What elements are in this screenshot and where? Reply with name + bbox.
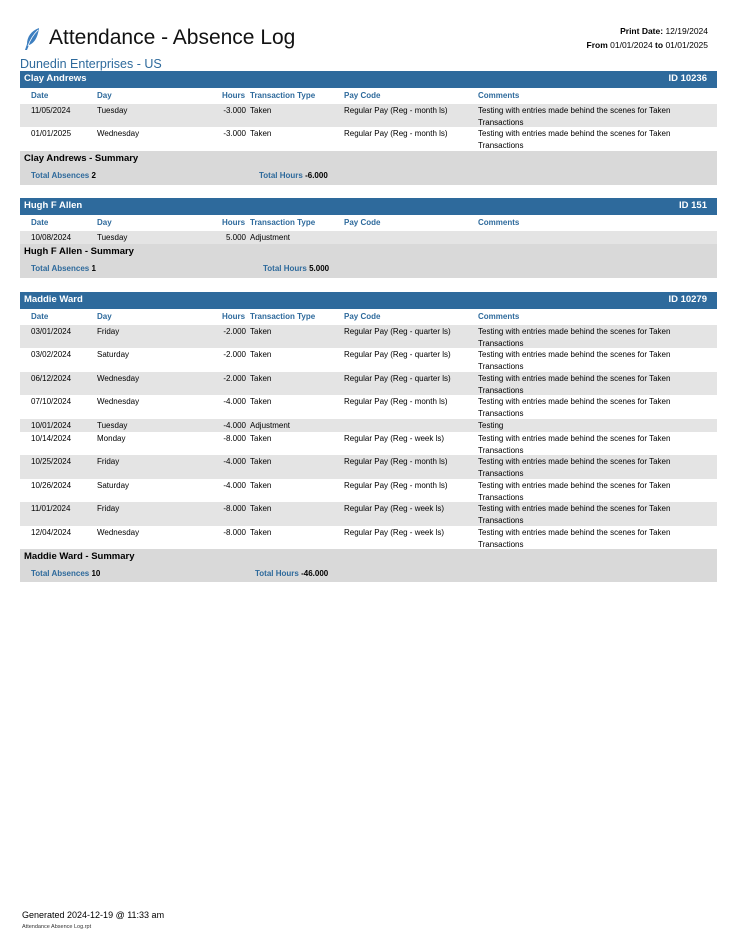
- row-pay-code: Regular Pay (Reg - week ls): [344, 528, 445, 537]
- summary-title: Hugh F Allen - Summary: [24, 246, 134, 257]
- row-day: Wednesday: [97, 129, 140, 138]
- row-pay-code: Regular Pay (Reg - month ls): [344, 106, 448, 115]
- row-hours: -3.000: [223, 106, 246, 115]
- from-date: 01/01/2024: [610, 40, 653, 50]
- table-row: [20, 104, 717, 127]
- row-hours: -4.000: [223, 481, 246, 490]
- row-pay-code: Regular Pay (Reg - quarter ls): [344, 350, 451, 359]
- row-day: Wednesday: [97, 397, 140, 406]
- summary-title: Maddie Ward - Summary: [24, 551, 135, 562]
- employee-summary: [20, 244, 717, 278]
- total-absences-label: Total Absences: [31, 569, 90, 578]
- row-hours: -8.000: [223, 528, 246, 537]
- row-pay-code: Regular Pay (Reg - quarter ls): [344, 327, 451, 336]
- row-hours: 5.000: [225, 233, 246, 242]
- col-date-header: Date: [31, 91, 49, 100]
- employee-name: Hugh F Allen: [24, 200, 83, 211]
- total-hours: [259, 171, 328, 180]
- row-transaction-type: Taken: [250, 481, 272, 490]
- employee-summary: [20, 549, 717, 582]
- row-comment: Testing with entries made behind the scenes for Taken Transactions: [478, 397, 671, 418]
- report-file-name: Attendance Absence Log.rpt: [22, 924, 92, 930]
- employee-header: [20, 198, 717, 215]
- to-date: 01/01/2025: [665, 40, 708, 50]
- row-day: Tuesday: [97, 106, 128, 115]
- row-date: 11/05/2024: [31, 106, 71, 115]
- employee-header: [20, 292, 717, 309]
- row-day: Wednesday: [97, 374, 140, 383]
- employee-id: ID 10236: [668, 73, 707, 84]
- print-date: 12/19/2024: [665, 26, 708, 36]
- row-transaction-type: Taken: [250, 457, 272, 466]
- row-day: Friday: [97, 504, 120, 513]
- row-comment: Testing with entries made behind the scenes for Taken Transactions: [478, 327, 671, 348]
- company-name: Dunedin Enterprises - US: [20, 57, 162, 71]
- table-row: [20, 372, 717, 395]
- report-title: Attendance - Absence Log: [49, 26, 296, 49]
- table-row: [20, 348, 717, 372]
- table-row: [20, 455, 717, 479]
- print-date-label: Print Date:: [620, 26, 664, 36]
- col-comments-header: Comments: [478, 312, 520, 321]
- to-label: to: [655, 40, 664, 50]
- total-absences: [31, 171, 96, 180]
- row-pay-code: Regular Pay (Reg - week ls): [344, 434, 445, 443]
- row-comment: Testing with entries made behind the scenes for Taken Transactions: [478, 481, 671, 502]
- col-hours-header: Hours: [222, 312, 246, 321]
- employee-summary: [20, 151, 717, 185]
- row-transaction-type: Taken: [250, 350, 272, 359]
- total-absences: [31, 569, 100, 578]
- row-hours: -2.000: [223, 374, 246, 383]
- table-row: [20, 432, 717, 455]
- col-paycode-header: Pay Code: [344, 218, 381, 227]
- col-type-header: Transaction Type: [250, 91, 316, 100]
- row-pay-code: Regular Pay (Reg - month ls): [344, 129, 448, 138]
- total-absences-label: Total Absences: [31, 171, 90, 180]
- row-pay-code: Regular Pay (Reg - quarter ls): [344, 374, 451, 383]
- row-day: Wednesday: [97, 528, 140, 537]
- row-transaction-type: Taken: [250, 327, 272, 336]
- row-transaction-type: Taken: [250, 106, 272, 115]
- employee-section: [20, 71, 717, 185]
- row-comment: Testing with entries made behind the scenes for Taken Transactions: [478, 504, 671, 525]
- row-day: Friday: [97, 327, 120, 336]
- row-comment: Testing with entries made behind the scenes for Taken Transactions: [478, 350, 671, 371]
- row-date: 06/12/2024: [31, 374, 72, 383]
- generated-timestamp: Generated 2024-12-19 @ 11:33 am: [22, 910, 165, 920]
- row-hours: -2.000: [223, 350, 246, 359]
- row-date: 10/26/2024: [31, 481, 72, 490]
- col-paycode-header: Pay Code: [344, 91, 381, 100]
- total-hours-label: Total Hours: [255, 569, 299, 578]
- column-headers: [20, 312, 717, 325]
- row-date: 03/02/2024: [31, 350, 72, 359]
- row-date: 10/08/2024: [31, 233, 72, 242]
- employee-header: [20, 71, 717, 88]
- total-hours: [255, 569, 328, 578]
- row-day: Tuesday: [97, 233, 128, 242]
- row-transaction-type: Taken: [250, 434, 272, 443]
- row-transaction-type: Taken: [250, 504, 272, 513]
- row-transaction-type: Taken: [250, 374, 272, 383]
- total-hours-label: Total Hours: [263, 264, 307, 273]
- row-pay-code: Regular Pay (Reg - month ls): [344, 457, 448, 466]
- col-hours-header: Hours: [222, 91, 246, 100]
- feather-logo-icon: [22, 27, 42, 51]
- col-comments-header: Comments: [478, 218, 520, 227]
- total-absences-label: Total Absences: [31, 264, 90, 273]
- row-date: 10/01/2024: [31, 421, 72, 430]
- row-hours: -4.000: [223, 421, 246, 430]
- col-date-header: Date: [31, 218, 49, 227]
- row-hours: -8.000: [223, 504, 246, 513]
- total-absences-value: 1: [91, 264, 96, 273]
- row-date: 01/01/2025: [31, 129, 72, 138]
- table-row: [20, 419, 717, 432]
- row-day: Saturday: [97, 481, 130, 490]
- row-date: 03/01/2024: [31, 327, 72, 336]
- total-absences-value: 10: [91, 569, 101, 578]
- col-day-header: Day: [97, 312, 112, 321]
- row-comment: Testing: [478, 421, 504, 430]
- col-type-header: Transaction Type: [250, 218, 316, 227]
- row-day: Monday: [97, 434, 126, 443]
- total-hours-value: 5.000: [309, 264, 330, 273]
- row-transaction-type: Taken: [250, 397, 272, 406]
- table-row: [20, 502, 717, 526]
- row-comment: Testing with entries made behind the scenes for Taken Transactions: [478, 374, 671, 395]
- table-row: [20, 526, 717, 549]
- table-row: [20, 479, 717, 502]
- row-date: 10/14/2024: [31, 434, 72, 443]
- col-hours-header: Hours: [222, 218, 246, 227]
- table-row: [20, 325, 717, 348]
- column-headers: [20, 218, 717, 231]
- row-comment: Testing with entries made behind the scenes for Taken Transactions: [478, 457, 671, 478]
- col-type-header: Transaction Type: [250, 312, 316, 321]
- summary-title: Clay Andrews - Summary: [24, 153, 139, 164]
- row-pay-code: Regular Pay (Reg - month ls): [344, 397, 448, 406]
- row-hours: -4.000: [223, 397, 246, 406]
- row-transaction-type: Taken: [250, 528, 272, 537]
- row-day: Friday: [97, 457, 120, 466]
- employee-name: Clay Andrews: [24, 73, 87, 84]
- col-comments-header: Comments: [478, 91, 520, 100]
- row-transaction-type: Adjustment: [250, 421, 291, 430]
- row-comment: Testing with entries made behind the scenes for Taken Transactions: [478, 528, 671, 549]
- total-hours-value: -46.000: [301, 569, 329, 578]
- row-date: 10/25/2024: [31, 457, 72, 466]
- row-hours: -8.000: [223, 434, 246, 443]
- row-hours: -4.000: [223, 457, 246, 466]
- table-row: [20, 127, 717, 151]
- column-headers: [20, 91, 717, 104]
- row-hours: -2.000: [223, 327, 246, 336]
- total-absences: [31, 264, 96, 273]
- col-paycode-header: Pay Code: [344, 312, 381, 321]
- row-pay-code: Regular Pay (Reg - month ls): [344, 481, 448, 490]
- total-hours-label: Total Hours: [259, 171, 303, 180]
- col-day-header: Day: [97, 218, 112, 227]
- row-day: Saturday: [97, 350, 130, 359]
- print-info: [587, 24, 709, 52]
- table-row: [20, 395, 717, 419]
- row-comment: Testing with entries made behind the scenes for Taken Transactions: [478, 129, 671, 150]
- row-transaction-type: Adjustment: [250, 233, 291, 242]
- row-pay-code: Regular Pay (Reg - week ls): [344, 504, 445, 513]
- row-day: Tuesday: [97, 421, 128, 430]
- col-day-header: Day: [97, 91, 112, 100]
- employee-section: [20, 292, 717, 582]
- row-comment: Testing with entries made behind the scenes for Taken Transactions: [478, 106, 671, 127]
- from-label: From: [586, 40, 608, 50]
- employee-section: [20, 198, 717, 278]
- employee-id: ID 151: [679, 200, 707, 211]
- row-transaction-type: Taken: [250, 129, 272, 138]
- row-comment: Testing with entries made behind the scenes for Taken Transactions: [478, 434, 671, 455]
- employee-name: Maddie Ward: [24, 294, 83, 305]
- row-hours: -3.000: [223, 129, 246, 138]
- total-hours-value: -6.000: [305, 171, 328, 180]
- row-date: 07/10/2024: [31, 397, 72, 406]
- row-date: 11/01/2024: [31, 504, 71, 513]
- total-absences-value: 2: [91, 171, 96, 180]
- row-date: 12/04/2024: [31, 528, 72, 537]
- col-date-header: Date: [31, 312, 49, 321]
- total-hours: [263, 264, 329, 273]
- table-row: [20, 231, 717, 244]
- employee-id: ID 10279: [668, 294, 707, 305]
